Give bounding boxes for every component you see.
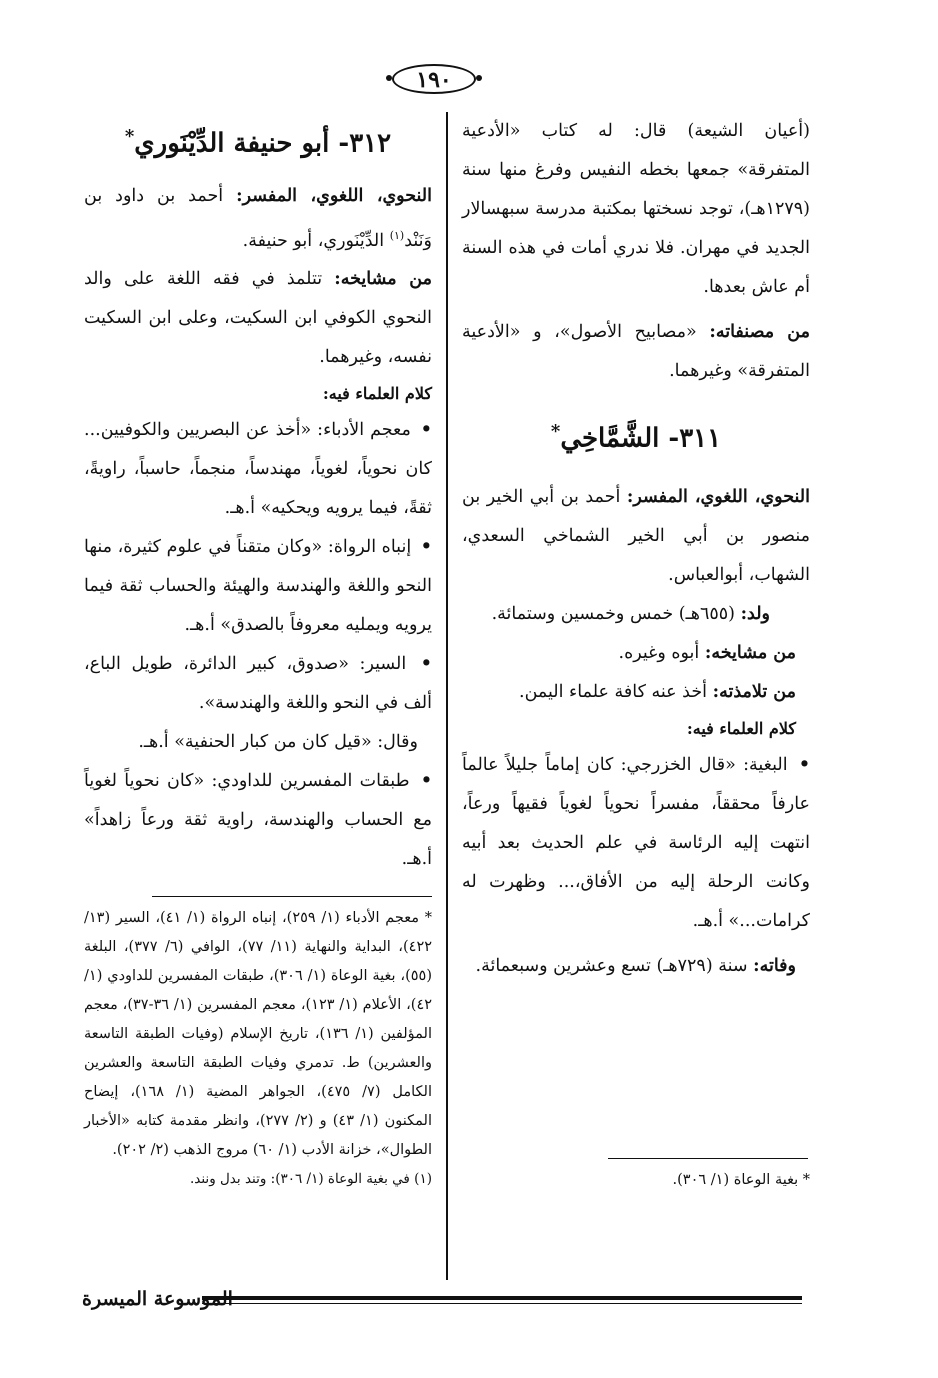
footnote-ref: (١): [389, 228, 405, 242]
works-label: من مصنفاته:: [709, 322, 810, 342]
teachers-text: أبوه وغيره.: [618, 642, 700, 663]
quote-mujam-text: معجم الأدباء: «أخذ عن البصريين والكوفيين... كان نحوياً، لغوياً، مهندساً، منجماً، حاسباً، راويةً، ثقةً، فيما يرويه ويحكيه» أ.هـ.: [84, 420, 432, 519]
entry-312-scholars-heading: كلام العلماء فيه:: [322, 384, 432, 404]
page-number-dot-right: [476, 75, 482, 81]
entry-312-teachers-text: تتلمذ في فقه اللغة على والد النحوي الكوفي ابن السكيت، وعلى ابن السكيت نفسه، وغيرهما.: [84, 269, 432, 368]
teachers-label: من مشايخه:: [704, 642, 796, 663]
entry-311-quote: [462, 746, 810, 941]
right-footnote: * بغية الوعاة (١/ ٣٠٦).: [672, 1172, 810, 1188]
footnote-1: (١) في بغية الوعاة (١/ ٣٠٦): وتند بدل ونند.: [189, 1171, 432, 1187]
entry-311-title-text: ٣١١- الشَّمَّاخِي: [560, 423, 722, 454]
born-text: (٦٥٥هـ) خمس وخمسين وستمائة.: [491, 603, 735, 624]
entry-311-scholars-heading: كلام العلماء فيه:: [686, 718, 796, 738]
works-paragraph: [462, 313, 810, 391]
entry-311-students: [462, 673, 810, 712]
entry-312-intro-label: النحوي، اللغوي، المفسر:: [236, 185, 432, 206]
death-text: سنة (٧٢٩هـ) تسع وعشرين وسبعمائة.: [475, 955, 748, 976]
quote-text: البغية: «قال الخزرجي: كان إماماً جليلاً عالماً عارفاً محققاً، مفسراً نحوياً لغوياً فقيهاً ورعاً، انتهت إليه الرئاسة في علم الحديث بعد أبيه وكانت الرحلة إليه من الأفاق،... وظهرت له كرامات...» أ.هـ.: [462, 754, 810, 931]
quote-inbah: [84, 528, 432, 645]
quote-siyar-text: السير: «صدوق، كبير الدائرة، طويل الباع، ألف في النحو واللغة والهندسة».: [84, 654, 432, 714]
entry-311-born: [462, 595, 810, 634]
entry-312-title: [84, 112, 432, 169]
born-label: ولد:: [740, 603, 770, 624]
entry-312-teachers-label: من مشايخه:: [334, 269, 432, 290]
left-footnote-rule: [152, 896, 432, 897]
quote-siyar-continued: وقال: «قيل كان من كبار الحنفية» أ.هـ.: [138, 732, 418, 753]
bullet-icon: •: [798, 754, 810, 775]
quote-inbah-text: إنباه الرواة: «وكان متقناً في علوم كثيرة، منها النحو واللغة والهندسة والهيئة والحساب ثقة فيما يرويه ويمليه معروفاً بالصدق» أ.هـ.: [84, 537, 432, 636]
entry-311-intro-label: النحوي، اللغوي، المفسر:: [626, 486, 810, 507]
biography-continuation: (أعيان الشيعة) قال: له كتاب «الأدعية المتفرقة» جمعها بخطه النفيس وفرغ منها سنة (١٢٧٩هـ)، توجد نسختها بمكتبة مدرسة سبهسالار الجديد في مهران. فلا ندري أمات في هذه السنة أم عاش بعدها.: [462, 121, 810, 297]
entry-312-teachers: [84, 260, 432, 377]
left-footnotes: [84, 904, 432, 1194]
quote-tabaqat: [84, 762, 432, 879]
entry-311-star: *: [550, 421, 561, 442]
page-number-ornament: [392, 58, 476, 102]
bullet-icon: •: [420, 537, 432, 558]
students-label: من تلامذته:: [712, 681, 796, 702]
students-text: أخذ عنه كافة علماء اليمن.: [519, 681, 708, 702]
entry-312-intro: [84, 177, 432, 261]
bullet-icon: •: [420, 420, 432, 441]
entry-311-teachers: [462, 634, 810, 673]
page-number-dot-left: [386, 75, 392, 81]
entry-311-intro: [462, 478, 810, 595]
entry-311-death: [462, 947, 810, 986]
quote-siyar: [84, 645, 432, 723]
entry-312-intro-text2: الدِّيْنَوري، أبو حنيفة.: [242, 230, 385, 251]
entry-311-title: [462, 407, 810, 464]
entry-312-intro-text: أحمد بن داود بن وَنَنْد: [84, 185, 432, 251]
column-divider: [446, 112, 448, 1280]
footer-rule: [202, 1296, 802, 1300]
bullet-icon: •: [420, 771, 432, 792]
right-column: [462, 112, 810, 986]
sources-footnote: * معجم الأدباء (١/ ٢٥٩)، إنباه الرواة (١/ ٤١)، السير (١٣/ ٤٢٢)، البداية والنهاية (١١/ ٧٧)، الوافي (٦/ ٣٧٧)، البلغة (٥٥)، بغية الوعاة (١/ ٣٠٦)، طبقات المفسرين للداودي (١/ ٤٢)، الأعلام (١/ ١٢٣)، معجم المفسرين (١/ ٣٦-٣٧)، معجم المؤلفين (١/ ١٣٦)، تاريخ الإسلام (وفيات الطبقة التاسعة والعشرين) ط. تدمري وفيات الطبقة التاسعة والعشرين الكامل (٧/ ٤٧٥)، الجواهر المضية (١/ ١٦٨)، إيضاح المكنون (١/ ٤٣) و (٢/ ٢٧٧)، وانظر مقدمة كتابه «الأخبار الطوال»، خزانة الأدب (١/ ٦٠) مروج الذهب (٢/ ٢٠٢).: [84, 910, 433, 1158]
quote-mujam: [84, 411, 432, 528]
left-column: [84, 112, 432, 879]
footer-title: الموسوعة الميسرة: [82, 1288, 233, 1310]
page-number: ١٩٠: [416, 67, 452, 93]
entry-311-intro-text: أحمد بن أبي الخير بن منصور بن أبي الخير الشماخي السعدي، الشهاب، أبوالعباس.: [462, 486, 810, 585]
entry-312-title-text: ٣١٢- أبو حنيفة الدِّيْنَوري: [134, 128, 392, 159]
entry-312-star: *: [124, 126, 135, 147]
right-footnote-rule: [608, 1158, 808, 1159]
works-text: «مصابيح الأصول»، و «الأدعية المتفرقة» وغيرهما.: [462, 322, 810, 381]
bullet-icon: •: [420, 654, 432, 675]
footer-rule-thin: [202, 1303, 802, 1304]
quote-tabaqat-text: طبقات المفسرين للداودي: «كان نحوياً لغوياً مع الحساب والهندسة، راوية ثقة ورعاً زاهداً» أ.هـ.: [84, 771, 432, 870]
death-label: وفاته:: [753, 955, 796, 976]
